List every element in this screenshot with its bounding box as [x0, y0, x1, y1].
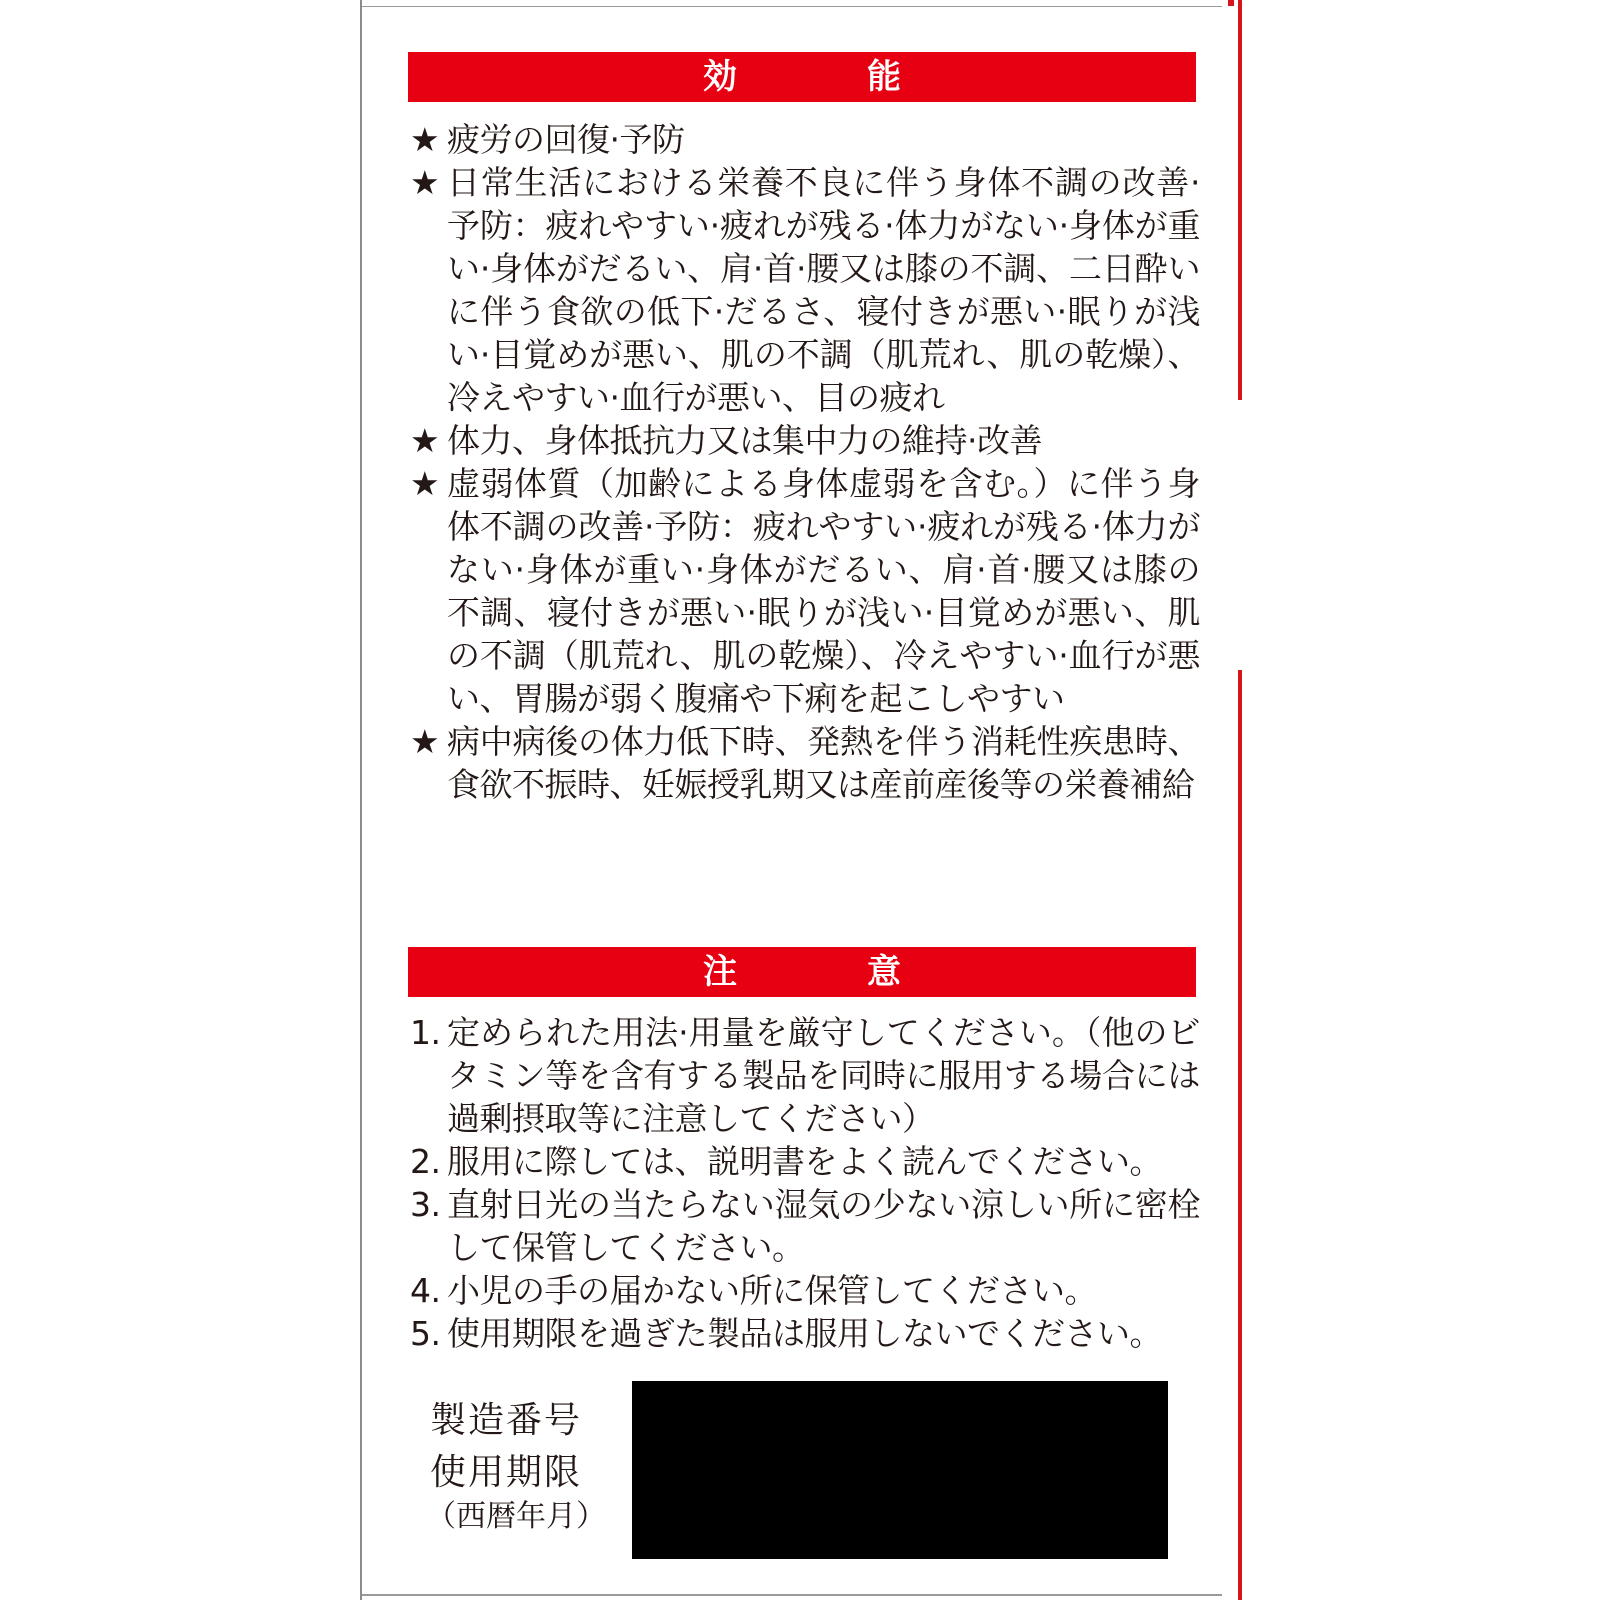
caution-item [410, 1183, 1200, 1269]
item-number: 1. [410, 1013, 441, 1052]
caution-item-text: 服用に際しては、説明書をよく読んでください。 [447, 1142, 1162, 1181]
red-edge-strip [1238, 670, 1242, 1600]
caution-item-text: 定められた用法·用量を厳守してください。（他のビタミン等を含有する製品を同時に服用する場合には過剰摂取等に注意してください） [447, 1013, 1200, 1138]
efficacy-item [410, 720, 1200, 806]
expiry-format-note: （西暦年月） [426, 1499, 606, 1534]
caution-item [410, 1140, 1200, 1183]
red-edge-strip [1238, 0, 1242, 400]
efficacy-item-text: 虚弱体質（加齢による身体虚弱を含む。）に伴う身体不調の改善·予防：疲れやすい·疲れが残る·体力がない·身体が重い·身体がだるい、肩·首·腰又は膝の不調、寝付きが悪い·眠りが浅い·目覚めが悪い、肌の不調（肌荒れ、肌の乾燥）、冷えやすい·血行が悪い、胃腸が弱く腹痛や下痢を起こしやすい [447, 464, 1200, 718]
red-corner [1228, 0, 1234, 6]
efficacy-item-text: 日常生活における栄養不良に伴う身体不調の改善·予防：疲れやすい·疲れが残る·体力がない·身体が重い·身体がだるい、肩·首·腰又は膝の不調、二日酔いに伴う食欲の低下·だるさ、寝付きが悪い·眠りが浅い·目覚めが悪い、肌の不調（肌荒れ、肌の乾燥）、冷えやすい·血行が悪い、目の疲れ [447, 163, 1200, 417]
item-number: 3. [410, 1185, 441, 1224]
expiry-date-label: 使用期限 [430, 1452, 583, 1493]
efficacy-item [410, 118, 1200, 161]
efficacy-item [410, 161, 1200, 419]
star-icon: ★ [410, 464, 440, 503]
item-number: 5. [410, 1314, 441, 1353]
star-icon: ★ [410, 421, 440, 460]
caution-item-text: 直射日光の当たらない湿気の少ない涼しい所に密栓して保管してください。 [447, 1185, 1200, 1267]
lot-labels [426, 1395, 606, 1535]
star-icon: ★ [410, 163, 440, 202]
caution-heading: 注 意 [408, 947, 1196, 997]
top-edge-line [362, 6, 1222, 7]
lot-print-area [632, 1381, 1168, 1559]
serial-number-label: 製造番号 [430, 1400, 583, 1441]
item-number: 2. [410, 1142, 441, 1181]
caution-item [410, 1312, 1200, 1355]
efficacy-list [410, 118, 1200, 806]
efficacy-item-text: 体力、身体抵抗力又は集中力の維持·改善 [447, 421, 1042, 460]
caution-item [410, 1269, 1200, 1312]
efficacy-heading: 効 能 [408, 52, 1196, 102]
bottom-edge-line [362, 1594, 1222, 1596]
efficacy-item-text: 病中病後の体力低下時、発熱を伴う消耗性疾患時、食欲不振時、妊娠授乳期又は産前産後等の栄養補給 [447, 722, 1200, 804]
caution-item-text: 使用期限を過ぎた製品は服用しないでください。 [447, 1314, 1162, 1353]
item-number: 4. [410, 1271, 441, 1310]
caution-item-text: 小児の手の届かない所に保管してください。 [447, 1271, 1097, 1310]
star-icon: ★ [410, 120, 440, 159]
caution-item [410, 1011, 1200, 1140]
efficacy-item [410, 462, 1200, 720]
star-icon: ★ [410, 722, 440, 761]
efficacy-item-text: 疲労の回復·予防 [447, 120, 685, 159]
efficacy-item [410, 419, 1200, 462]
caution-list [410, 1011, 1200, 1355]
